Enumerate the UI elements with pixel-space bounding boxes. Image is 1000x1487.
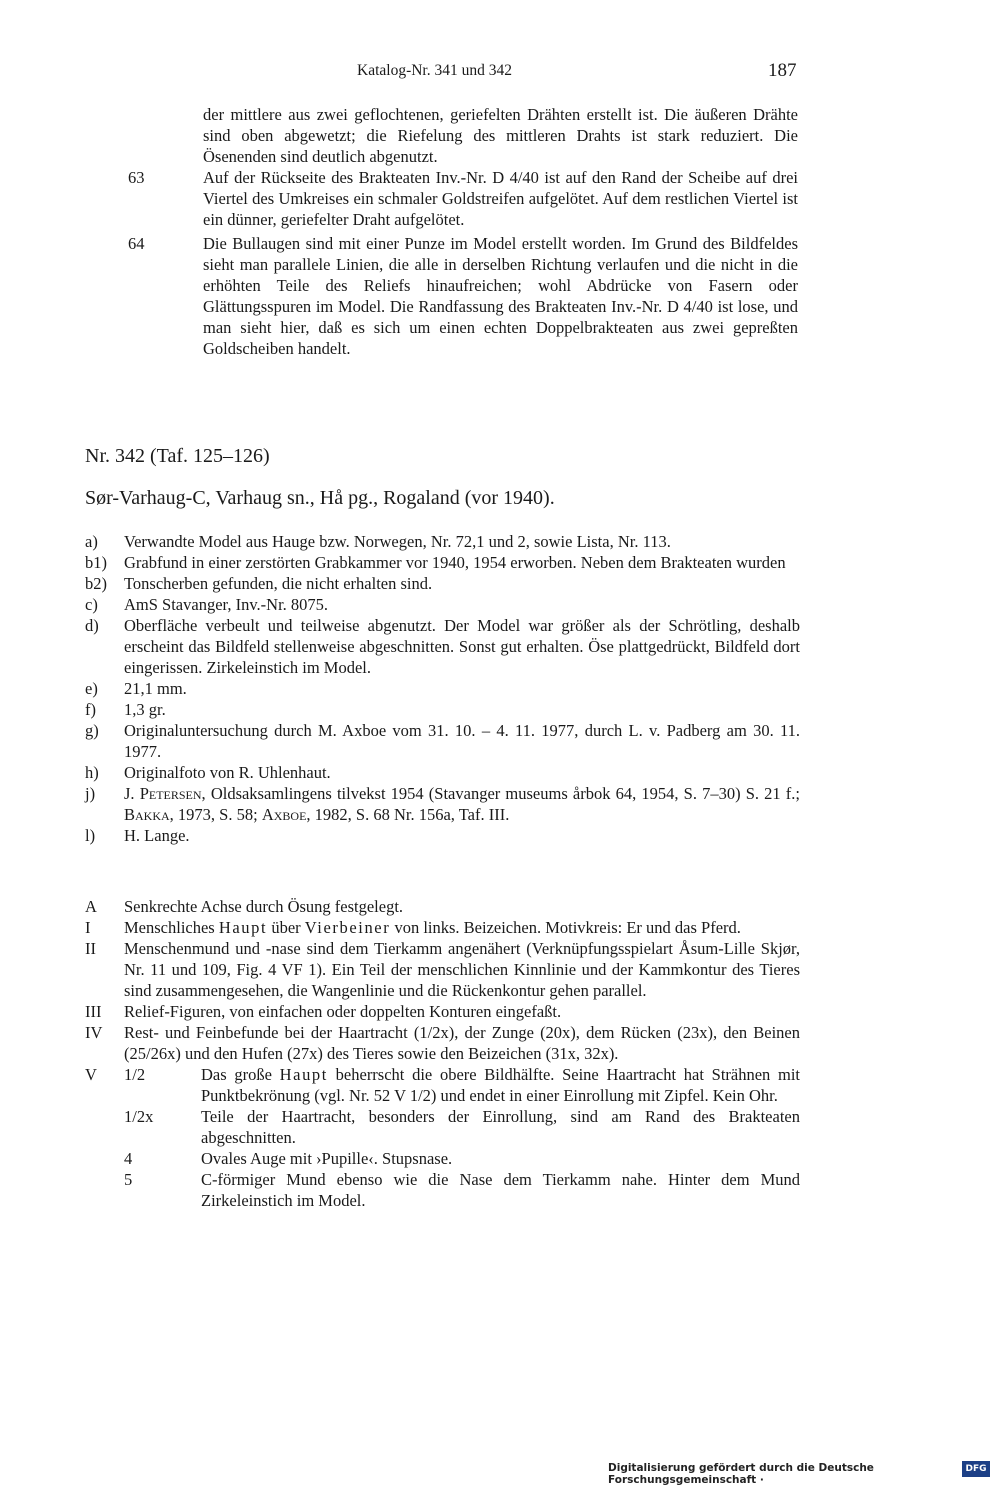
item-text: Grabfund in einer zerstörten Grabkammer vor 1940, 1954 erworben. Neben dem Brakteaten wurden [124, 553, 786, 572]
catalog-item-b1 [85, 552, 800, 573]
note-text: Die Bullaugen sind mit einer Punze im Model erstellt worden. Im Grund des Bildfeldes sieht man parallele Linien, die alle in derselben Richtung verlaufen und die nicht in die erhöhten Teile des Reliefs hinaufreichen; wohl Abdrücke von Fasern oder Glättungsspuren im Model. Die Randfassung des Brakteaten Inv.-Nr. D 4/40 ist lose, und man sieht hier, daß es sich um einen echten Doppelbrakteaten aus zwei gepreßten Goldscheiben handelt. [203, 234, 798, 358]
item-text [124, 783, 800, 825]
item-key: d) [85, 616, 99, 635]
entry-title: Sør-Varhaug-C, Varhaug sn., Hå pg., Rogaland (vor 1940). [85, 487, 555, 509]
catalog-item-a [85, 531, 800, 552]
analysis-list [85, 896, 800, 1211]
item-text: 1,3 gr. [124, 700, 166, 719]
intro-text: der mittlere aus zwei geflochtenen, geriefelten Drähten erstellt ist. Die äußeren Drähte sind oben abgewetzt; die Riefelung des mittleren Drahts ist stark reduziert. Die Ösenenden sind deutlich abgenutzt. [203, 105, 798, 166]
catalog-item-b2 [85, 573, 800, 594]
analysis-item-ii [85, 938, 800, 1001]
catalog-item-h [85, 762, 800, 783]
item-text: Oberfläche verbeult und teilweise abgenutzt. Der Model war größer als der Schrötling, deshalb erscheint das Bildfeld stellenweise abgeschnitten. Sonst gut erhalten. Öse plattgedrückt, Bildfeld dort eingerissen. Zirkeleinstich im Model. [124, 616, 800, 677]
analysis-text: Das große [201, 1065, 280, 1084]
note-number: 63 [128, 168, 145, 187]
catalog-list [85, 531, 800, 846]
item-text: Teile der Haartracht, besonders der Einrollung, sind am Rand des Brakteaten abgeschnitten. [201, 1107, 800, 1147]
catalog-item-d [85, 615, 800, 678]
author-name: Petersen [139, 784, 202, 803]
note-number: 64 [128, 234, 145, 253]
item-text: Rest- und Feinbefunde bei der Haartracht (1/2x), der Zunge (20x), dem Rücken (23x), den Beinen (25/26x) und den Hufen (27x) des Tieres sowie den Beizeichen (31x, 32x). [124, 1023, 800, 1063]
item-key: g) [85, 721, 99, 740]
analysis-item-v-1-2 [85, 1064, 800, 1106]
item-key: l) [85, 826, 96, 845]
item-key: V [85, 1065, 97, 1084]
spaced-term: Haupt [218, 918, 268, 937]
catalog-item-f [85, 699, 800, 720]
analysis-item-iii [85, 1001, 800, 1022]
item-text: Menschenmund und -nase sind dem Tierkamm angenähert (Verknüpfungsspielart Åsum-Lille Skjør, Nr. 11 und 109, Fig. 4 VF 1). Ein Teil der menschlichen Kinnlinie und der Kammkontur des Tieres sind zusammengesehen, die Wangenlinie und die Rückenkontur gehen parallel. [124, 939, 800, 1000]
author-name: Axboe [261, 805, 307, 824]
analysis-text: beherrscht die obere Bildhälfte. Seine Haartracht hat Strähnen mit Punktbekrönung (vgl. Nr. 52 V 1/2) und endet in einer Einrollung mit Zipfel. Kein Ohr. [201, 1065, 800, 1105]
catalog-item-c [85, 594, 800, 615]
item-key: b2) [85, 574, 107, 593]
analysis-text: über [267, 918, 305, 937]
author-name: Bakka [124, 805, 170, 824]
item-text: AmS Stavanger, Inv.-Nr. 8075. [124, 595, 329, 614]
item-key: b1) [85, 553, 107, 572]
catalog-item-l [85, 825, 800, 846]
item-text [201, 1064, 800, 1106]
intro-paragraph [203, 104, 798, 167]
digitization-footer: Digitalisierung gefördert durch die Deutsche Forschungsgemeinschaft · [608, 1462, 874, 1486]
bibliography-text: , 1973, S. 58; [169, 805, 262, 824]
item-key: IV [85, 1023, 103, 1042]
item-text: Verwandte Model aus Hauge bzw. Norwegen, Nr. 72,1 und 2, sowie Lista, Nr. 113. [124, 532, 671, 551]
item-key: c) [85, 595, 98, 614]
spaced-term: Haupt [279, 1065, 328, 1084]
catalog-item-j [85, 783, 800, 825]
item-text: C-förmiger Mund ebenso wie die Nase dem Tierkamm nahe. Hinter dem Mund Zirkeleinstich im Model. [201, 1170, 800, 1210]
bibliography-text: , Oldsaksamlingens tilvekst 1954 (Stavanger museums årbok 64, 1954, S. 7–30) S. 21 f.; [201, 784, 801, 803]
item-text [124, 917, 800, 938]
item-key: III [85, 1002, 102, 1021]
analysis-item-iv [85, 1022, 800, 1064]
analysis-item-v-5 [85, 1169, 800, 1211]
item-text: Ovales Auge mit ›Pupille‹. Stupsnase. [201, 1149, 453, 1168]
analysis-item-v-4 [85, 1148, 800, 1169]
item-key: e) [85, 679, 98, 698]
spaced-term: Vierbeiner [304, 918, 391, 937]
analysis-item-v-1-2x [85, 1106, 800, 1148]
sub-key: 5 [124, 1170, 133, 1189]
item-key: a) [85, 532, 98, 551]
running-head [0, 60, 1000, 84]
item-text: H. Lange. [124, 826, 190, 845]
entry-number: Nr. 342 (Taf. 125–126) [85, 445, 270, 467]
item-text: Originaluntersuchung durch M. Axboe vom 31. 10. – 4. 11. 1977, durch L. v. Padberg am 30. 11. 1977. [124, 721, 800, 761]
item-key: II [85, 939, 96, 958]
analysis-text: Menschliches [124, 918, 219, 937]
item-key: I [85, 918, 91, 937]
dfg-logo: DFG [962, 1461, 990, 1477]
analysis-item-i [85, 917, 800, 938]
item-text: 21,1 mm. [124, 679, 187, 698]
analysis-item-a [85, 896, 800, 917]
catalog-item-e [85, 678, 800, 699]
running-head-title: Katalog-Nr. 341 und 342 [357, 62, 512, 79]
item-text: Tonscherben gefunden, die nicht erhalten sind. [124, 574, 433, 593]
item-text: Relief-Figuren, von einfachen oder doppelten Konturen eingefaßt. [124, 1002, 562, 1021]
item-key: h) [85, 763, 99, 782]
sub-key: 4 [124, 1149, 133, 1168]
item-text: Senkrechte Achse durch Ösung festgelegt. [124, 897, 404, 916]
bibliography-text: , 1982, S. 68 Nr. 156a, Taf. III. [306, 805, 510, 824]
sub-key: 1/2 [124, 1065, 146, 1084]
page-number: 187 [768, 60, 797, 81]
sub-key: 1/2x [124, 1107, 154, 1126]
item-key: j) [85, 784, 96, 803]
item-key: f) [85, 700, 96, 719]
bibliography-text: J. [124, 784, 140, 803]
note-text: Auf der Rückseite des Brakteaten Inv.-Nr. D 4/40 ist auf den Rand der Scheibe auf drei Viertel des Umkreises ein schmaler Goldstreifen aufgelötet. Auf dem restlichen Viertel ist ein dünner, geriefelter Draht aufgelötet. [203, 168, 798, 229]
item-text: Originalfoto von R. Uhlenhaut. [124, 763, 331, 782]
catalog-item-g [85, 720, 800, 762]
analysis-text: von links. Beizeichen. Motivkreis: Er und das Pferd. [390, 918, 741, 937]
item-key: A [85, 897, 97, 916]
